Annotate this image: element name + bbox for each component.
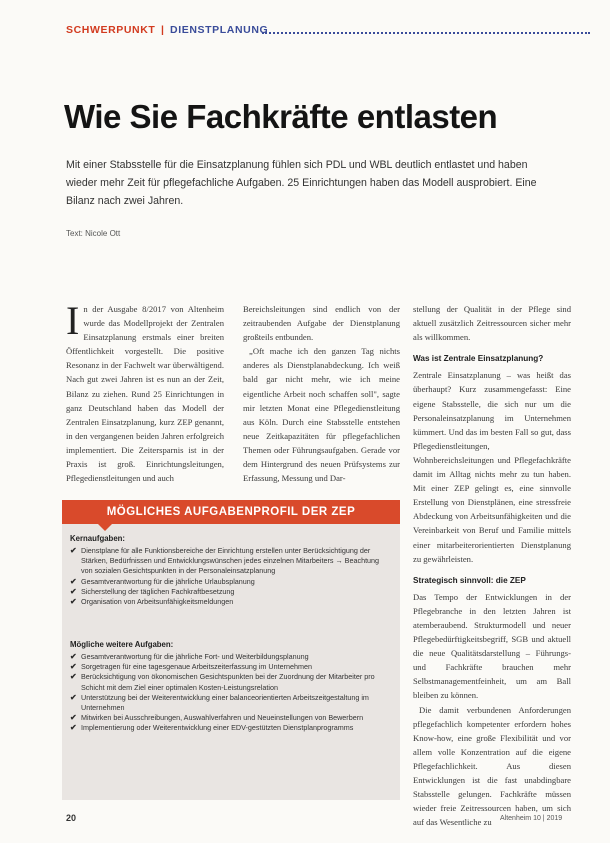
column-2-text-2: „Oft mache ich den ganzen Tag nichts anderes als Dienstplanabdeckung. Ich weiß bald gar nicht mehr, wie ich meine eigentliche Arbeit noch schaffen soll", sagte mir letzten Monat eine Pflegedienstleitung aus Köln. Durch eine Stabsstelle entstehen neue Zeitkapazitäten für pflegefachlichen Themen oder Führungsaufgaben. Gerade vor dem Hintergrund des neuen Prüfsystems zur Erfassung, Messung und Dar- xyxy=(243,346,400,484)
check-icon: ✔ xyxy=(70,652,77,661)
list-item: ✔ Berücksichtigung von ökonomischen Gesichtspunkten bei der Zuordnung der Mitarbeiter pro Schicht mit dem Ziel einer optimalen Kosten-Leistungsrelation xyxy=(70,672,375,692)
info-box-title: MÖGLICHES AUFGABENPROFIL DER ZEP xyxy=(62,500,400,524)
info-box xyxy=(62,500,400,800)
list-item: ✔ Gesamtverantwortung für die jährliche Fort- und Weiterbildungsplanung xyxy=(70,652,309,661)
column-1-text: n der Ausgabe 8/2017 von Altenheim wurde das Modellprojekt der Zentralen Einsatzplanung erstmals einer breiten Öffentlichkeit vorgestellt. Die positive Resonanz in der Fachwelt war überwältigend. Nach gut zwei Jahren ist es nun an der Zeit, Bilanz zu ziehen. Rund 25 Einrichtungen in ganz Deutschland haben das Modell der Zentralen Einsatzplanung, kurz ZEP genannt, in den vergangenen beiden Jahren erfolgreich implementiert. Die Zeitersparnis ist in der Praxis ist groß. Einrichtungsleitungen, Pflegedienstleitungen und auch xyxy=(66,304,224,484)
body-column-2 xyxy=(243,302,400,485)
list-item: ✔ Unterstützung bei der Weiterentwicklung einer balanceorientierten Arbeitszeitgestaltung im Unternehmen xyxy=(70,692,369,713)
column-2-text-1: Bereichsleitungen sind endlich von der zeitraubenden Aufgabe der Dienstplanung großteils entbunden. xyxy=(243,304,400,343)
list-item: ✔ Dienstplane für alle Funktionsbereiche der Einrichtung erstellen unter Berücksichtigung der Stärken, Bedürfnissen und Entwicklungswünschen jedes einzelnen Mitarbeiters → Beachtung von sozialen Gesichtspunkten in der Personaleinsatzplanung xyxy=(70,546,380,576)
body-column-3 xyxy=(413,302,571,829)
section-separator: | xyxy=(160,24,165,36)
list-item: ✔ Implementierung oder Weiterentwicklung einer EDV-gestützten Dienstplanprogramms xyxy=(70,723,354,733)
body-column-1 xyxy=(66,298,224,485)
subheading-strategisch-sinnvoll: Strategisch sinnvoll: die ZEP xyxy=(413,575,526,585)
column-3-text-3: Das Tempo der Entwicklungen in der Pflegebranche in den letzten Jahren ist atemberaubend. Strukturmodell und neuer Pflegebedürftigkeitsbegriff, SGB und aktuell die neue Qualitätsdarstellung – Führungs- und Fachkräfte brauchen mehr Selbstmanagementfeinheit, um am Ball bleiben zu können. xyxy=(413,591,571,701)
list-item: ✔ Gesamtverantwortung für die jährliche Urlaubsplanung xyxy=(70,576,255,586)
headline: Wie Sie Fachkräfte entlasten xyxy=(64,98,498,135)
section-header xyxy=(66,24,268,36)
check-icon: ✔ xyxy=(70,597,77,607)
subheading-zentrale-einsatzplanung: Was ist Zentrale Einsatzplanung? xyxy=(413,354,544,364)
drop-cap: I xyxy=(66,298,80,343)
box-list-kernaufgaben xyxy=(70,546,388,607)
magazine-issue: Altenheim 10 | 2019 xyxy=(500,815,563,822)
lead-paragraph: Mit einer Stabsstelle für die Einsatzplanung fühlen sich PDL und WBL deutlich entlastet und haben wieder mehr Zeit für pflegefachliche Aufgaben. 25 Einrichtungen haben das Modell ausprobiert. Eine Bilanz nach zwei Jahren. xyxy=(66,159,537,207)
box-list-weitere-aufgaben xyxy=(70,652,388,734)
box-section-kernaufgaben: Kernaufgaben: xyxy=(70,534,126,543)
page-number: 20 xyxy=(66,813,77,823)
list-item: ✔ Sicherstellung der täglichen Fachkraftbesetzung xyxy=(70,586,235,596)
author-line: Text: Nicole Ott xyxy=(66,229,121,238)
check-icon: ✔ xyxy=(70,672,77,682)
check-icon: ✔ xyxy=(70,692,77,702)
check-icon: ✔ xyxy=(70,662,77,672)
check-icon: ✔ xyxy=(70,546,77,555)
list-item: ✔ Mitwirken bei Ausschreibungen, Auswahlverfahren und Neueinstellungen von Bewerbern xyxy=(70,713,364,723)
header-dotted-rule xyxy=(262,32,590,34)
check-icon: ✔ xyxy=(70,586,77,596)
check-icon: ✔ xyxy=(70,576,77,586)
column-3-text-1: stellung der Qualität in der Pflege sind aktuell zusätzlich Zeitressourcen sicher mehr als willkommen. xyxy=(413,304,571,343)
box-section-weitere-aufgaben: Mögliche weitere Aufgaben: xyxy=(70,640,174,649)
column-3-text-4: Die damit verbundenen Anforderungen pflegefachlich kompetenter erfordern hohes Know-how, eine große Flexibilität und vor allem volle Konzentration auf die eigene Pflegefachlichkeit. Aus diesen Entwicklungen ist die fast unabdingbare Stabsstelle gelungen. Fachkräfte müssen wieder freie Zeitressourcen haben, um sich auf das Wesentliche zu xyxy=(413,704,571,828)
subsection-label: DIENSTPLANUNG xyxy=(170,24,269,36)
list-item: ✔ Organisation von Arbeitsunfähigkeitsmeldungen xyxy=(70,597,234,607)
column-3-text-2: Zentrale Einsatzplanung – was heißt das überhaupt? Kurz zusammengefasst: Eine eigene Stabsstelle, die sich nur um die Personaleinsatzplanung im Unternehmen kümmert. Und das im besten Fall so gut, dass Pflegedienstleitungen, Wohnbereichsleitungen und Pflegefachkräfte damit im Alltag nichts mehr zu tun haben. Mit einer ZEP gelingt es, eine sinnvolle Erstellung von Dienstplänen, eine stressfreie Abdeckung von Arbeitsunfähigkeiten und die Vereinbarkeit von Beruf und Familie mittels einer mitarbeiterorientierten Dienstplanung zu gewährleisten. xyxy=(413,370,571,564)
check-icon: ✔ xyxy=(70,713,77,723)
section-label: SCHWERPUNKT xyxy=(66,24,156,36)
check-icon: ✔ xyxy=(70,723,77,733)
list-item: ✔ Sorgetragen für eine tagesgenaue Arbeitszeiterfassung im Unternehmen xyxy=(70,662,312,672)
